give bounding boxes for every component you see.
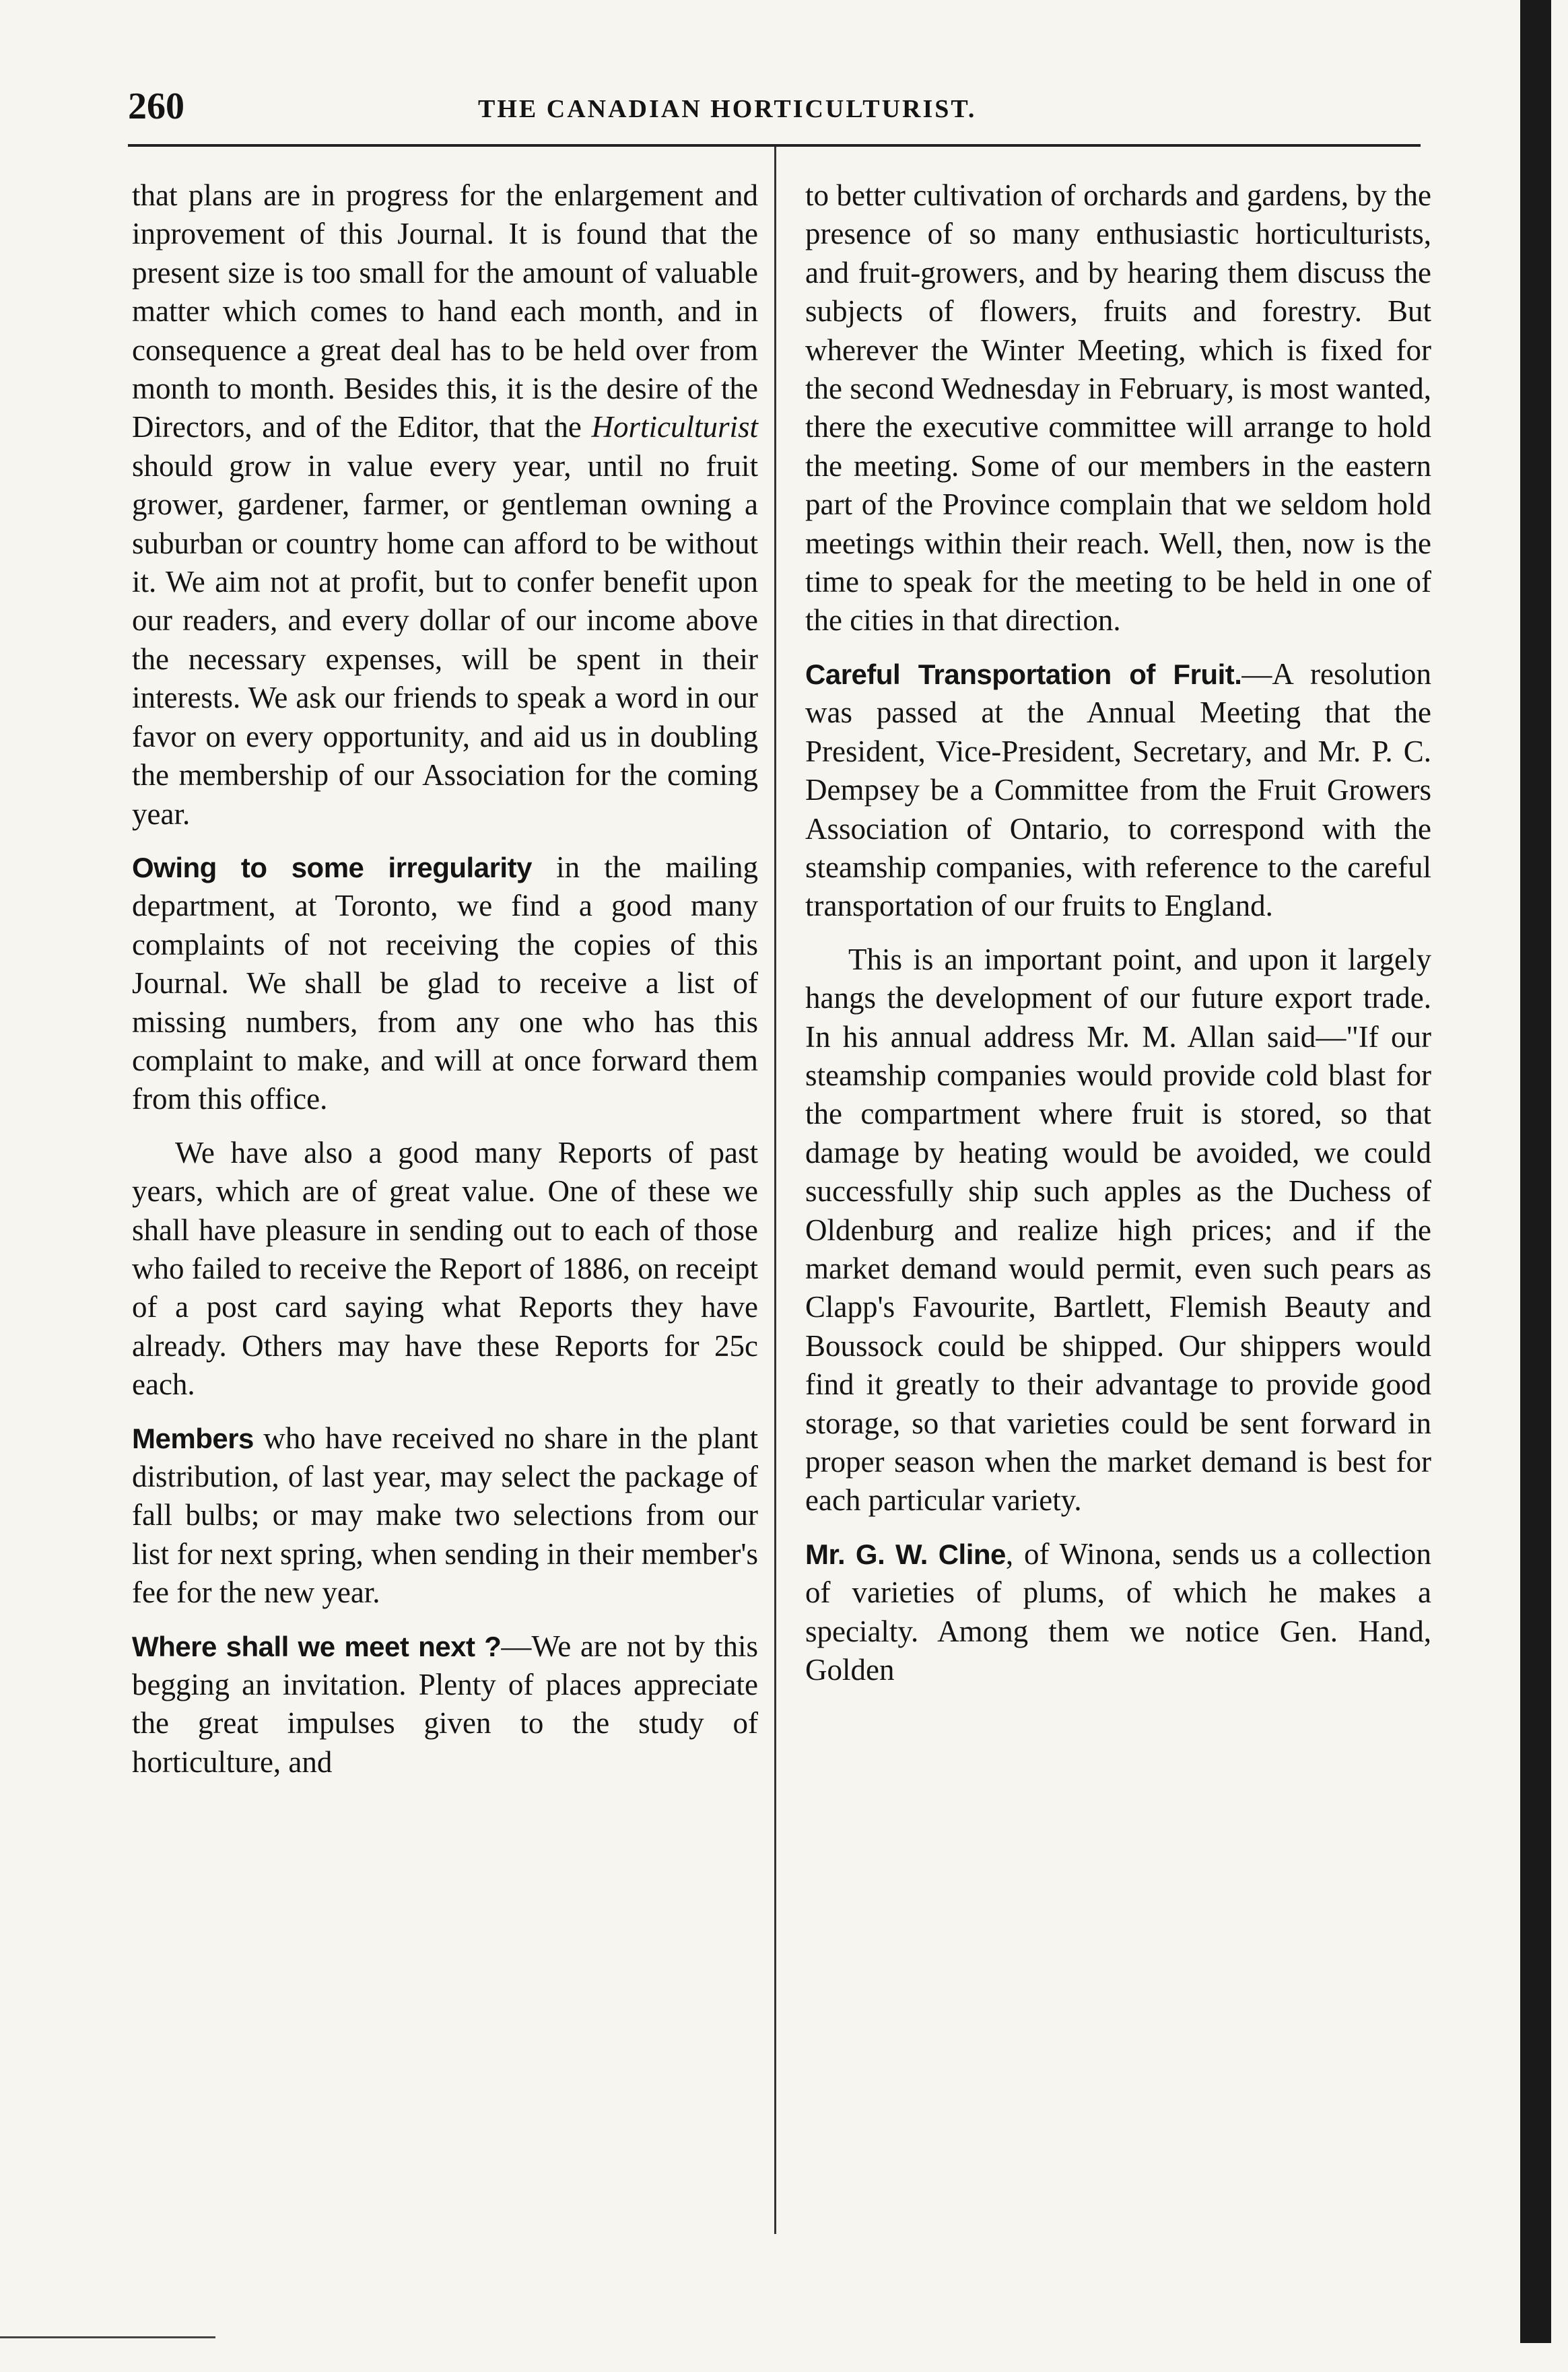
paragraph-export-trade: This is an important point, and upon it largely hangs the development of our future export trade. In his annual address Mr. M. Allan said—"If our steamship companies would provide cold blast for the compartment where fruit is stored, so that damage by heating would be avoided, we could successfully ship such apples as the Duchess of Oldenburg and realize high prices; and if the market demand would permit, even such pears as Clapp's Favourite, Bartlett, Flemish Beauty and Boussock could be shipped. Our shippers would find it greatly to their advantage to provide good storage, so that varieties could be sent forward in proper season when the market demand is best for each particular variety. [805, 942, 1431, 1518]
paragraph-transportation: Careful Transportation of Fruit.—A resolution was passed at the Annual Meeting that the President, Vice-President, Secretary, and Mr. P. C. Dempsey be a Committee from the Fruit Growers Association of Ontario, to correspond with the steamship companies, with reference to the careful transportation of our fruits to England. [805, 656, 1431, 923]
paragraph-winter-meeting: to better cultivation of orchards and gardens, by the presence of so many enthusiastic horticulturists, and fruit-growers, and by hearing them discuss the subjects of flowers, fruits and forestry. But wherever the Winter Meeting, which is fixed for the second Wednesday in February, is most wanted, there the executive committee will arrange to hold the meeting. Some of our members in the eastern part of the Province complain that we seldom hold meetings within their reach. Well, then, now is the time to speak for the meeting to be held in one of the cities in that direction. [805, 178, 1431, 638]
page-edge-bar [1520, 0, 1551, 2343]
horticulturist-title: Horticulturist [591, 410, 758, 444]
right-column [805, 176, 1431, 1704]
paragraph-cline-plums: Mr. G. W. Cline, of Winona, sends us a collection of varieties of plums, of which he makes a specialty. Among them we notice Gen. Hand, Golden [805, 1536, 1431, 1687]
paragraph-reports: We have also a good many Reports of past years, which are of great value. One of these we shall have pleasure in sending out to each of those who failed to receive the Report of 1886, on receipt of a post card saying what Reports they have already. Others may have these Reports for 25c each. [132, 1135, 758, 1402]
lead-phrase: Where shall we meet next ? [132, 1630, 502, 1662]
footer-rule [0, 2336, 215, 2338]
column-divider [774, 147, 776, 2234]
lead-phrase: Careful Transportation of Fruit. [805, 658, 1242, 690]
paragraph-journal-enlargement: that plans are in progress for the enlargement and inprovement of this Journal. It is found that the present size is too small for the amount of valuable matter which comes to hand each month, and in consequence a great deal has to be held over from month to month. Besides this, it is the desire of the Directors, and of the Editor, that the Horticulturist should grow in value every year, until no fruit grower, gardener, farmer, or gentleman owning a suburban or country home can afford to be without it. We aim not at profit, but to confer benefit upon our readers, and every dollar of our income above the necessary expenses, will be spent in their interests. We ask our friends to speak a word in our favor on every opportunity, and aid us in doubling the membership of our Association for the coming year. [132, 178, 758, 831]
page-header [128, 81, 1421, 141]
running-title: THE CANADIAN HORTICULTURIST. [478, 95, 977, 123]
left-column [132, 176, 758, 1796]
lead-phrase: Mr. G. W. Cline [805, 1538, 1006, 1570]
paragraph-members: Members who have received no share in the plant distribution, of last year, may select the package of fall bulbs; or may make two selections from our list for next spring, when sending in their member's fee for the new year. [132, 1421, 758, 1610]
lead-phrase: Members [132, 1422, 254, 1454]
paragraph-where-meet: Where shall we meet next ?—We are not by this begging an invitation. Plenty of places appreciate the great impulses given to the study of horticulture, and [132, 1629, 758, 1779]
page-number: 260 [128, 86, 184, 127]
paragraph-mailing-irregularity: Owing to some irregularity in the mailing department, at Toronto, we find a good many complaints of not receiving the copies of this Journal. We shall be glad to receive a list of missing numbers, from any one who has this complaint to make, and will at once forward them from this office. [132, 850, 758, 1116]
lead-phrase: Owing to some irregularity [132, 851, 532, 883]
